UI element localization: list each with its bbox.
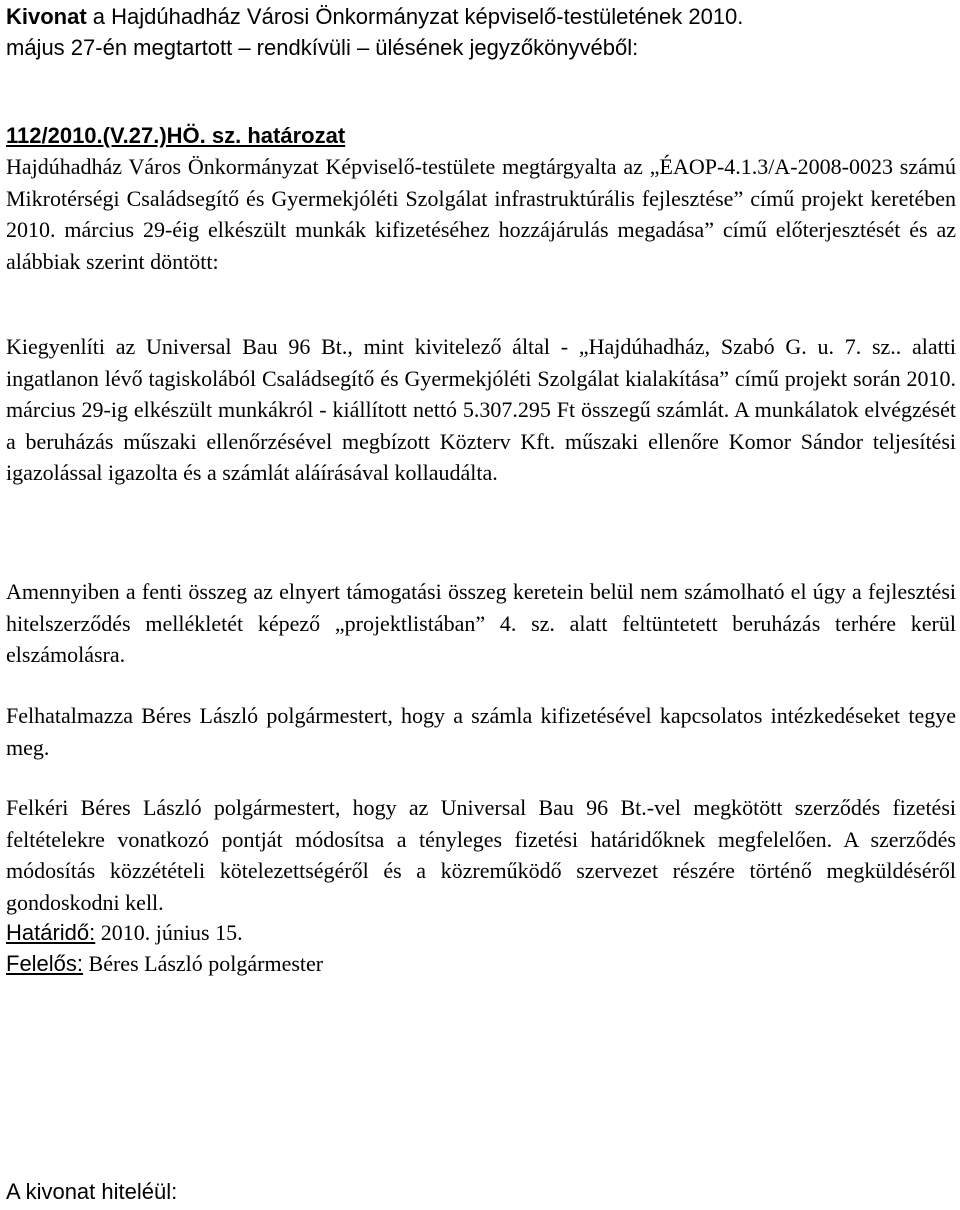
intro-line-2 bbox=[6, 33, 956, 63]
intro-line-1-text: a Hajdúhadház Városi Önkormányzat képviselő-testületének 2010. bbox=[86, 4, 744, 29]
paragraph-1: Kiegyenlíti az Universal Bau 96 Bt., mint kivitelező által - „Hajdúhadház, Szabó G. u. 7. sz.. alatti ingatlanon lévő tagiskolából Családsegítő és Gyermekjóléti Szolgálat kialakítása” című projekt során 2010. március 29-ig elkészült munkákról - kiállított nettó 5.307.295 Ft összegű számlát. A munkálatok elvégzését a beruházás műszaki ellenőrzésével megbízott Közterv Kft. műszaki ellenőre Komor Sándor teljesítési igazolással igazolta és a számlát aláírásával kollaudálta. bbox=[6, 334, 956, 485]
responsible-value: Béres László polgármester bbox=[83, 951, 324, 976]
kivonat-label: Kivonat bbox=[6, 4, 87, 29]
paragraph-2: Amennyiben a fenti összeg az elnyert támogatási összeg keretein belül nem számolható el úgy a fejlesztési hitelszerződés mellékletét képező „projektlistában” 4. sz. alatt feltüntetett beruházás terhére kerül elszámolásra. bbox=[6, 579, 956, 667]
paragraph-3: Felhatalmazza Béres László polgármestert, hogy a számla kifizetésével kapcsolatos intézkedéseket tegye meg. bbox=[6, 703, 956, 760]
deadline-line bbox=[6, 917, 956, 949]
responsible-label: Felelős: bbox=[6, 951, 84, 976]
intro-line-1 bbox=[6, 2, 956, 32]
deadline-value: 2010. június 15. bbox=[95, 920, 243, 945]
resolution-number-text: 112/2010.(V.27.)HÖ. sz. határozat bbox=[6, 123, 346, 148]
resolution-number bbox=[6, 121, 956, 151]
intro-line-2-text: május 27-én megtartott – rendkívüli – ülésének jegyzőkönyvéből: bbox=[6, 35, 639, 60]
paragraph-4: Felkéri Béres László polgármestert, hogy az Universal Bau 96 Bt.-vel megkötött szerződés fizetési feltételekre vonatkozó pontját módosítsa a tényleges fizetési határidőknek megfelelően. A szerződés módosítás közzétételi kötelezettségéről és a közreműködő szervezet részére történő megküldéséről gondoskodni kell. bbox=[6, 795, 956, 915]
resolution-body: Hajdúhadház Város Önkormányzat Képviselő-testülete megtárgyalta az „ÉAOP-4.1.3/A-2008-0023 számú Mikrotérségi Családsegítő és Gyermekjóléti Szolgálat infrastruktúrális fejlesztése” című projekt keretében 2010. március 29-éig elkészült munkák kifizetéséhez hozzájárulás megadása” című előterjesztését és az alábbiak szerint döntött: bbox=[6, 154, 956, 274]
responsible-line bbox=[6, 948, 956, 980]
certification-line: A kivonat hiteléül: bbox=[6, 1179, 178, 1204]
deadline-label: Határidő: bbox=[6, 920, 96, 945]
